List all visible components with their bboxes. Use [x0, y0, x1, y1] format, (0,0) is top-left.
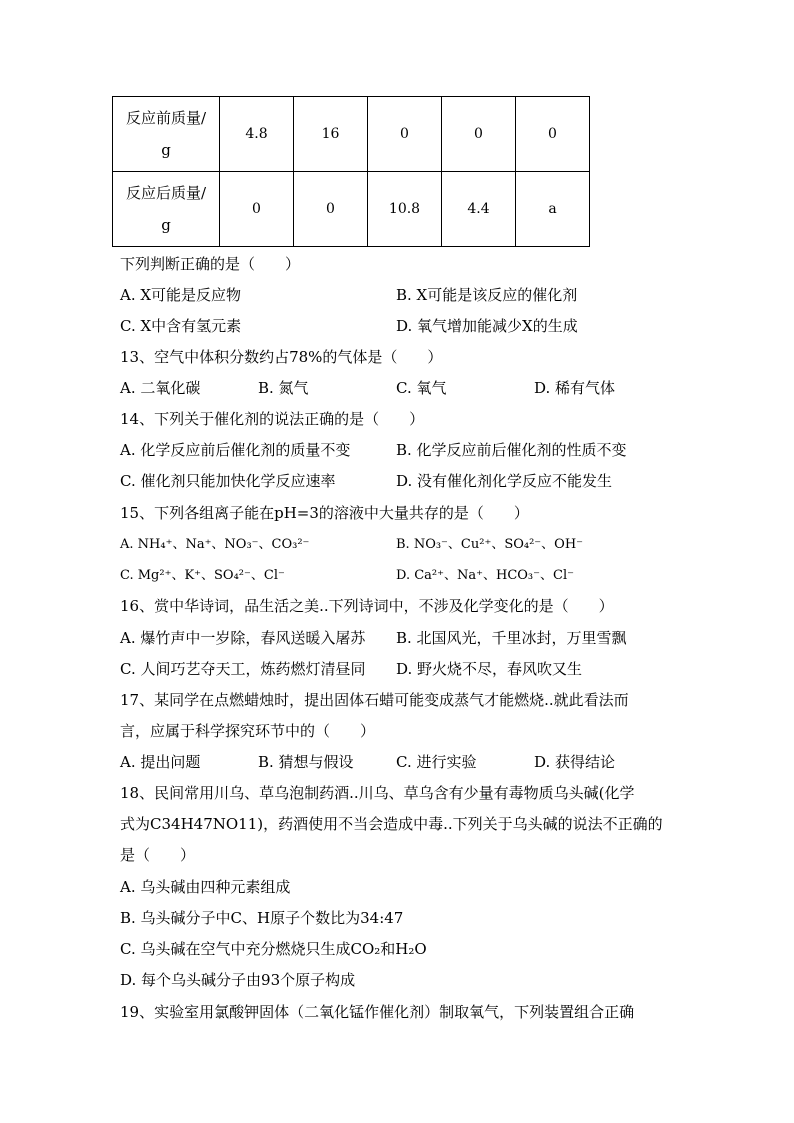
row-label-line1: 反应后质量/ [125, 184, 207, 202]
table-cell: 0 [220, 172, 294, 247]
q15-option-c: C. Mg²⁺、K⁺、SO₄²⁻、Cl⁻ [120, 568, 285, 583]
table-cell: 16 [294, 97, 368, 172]
q12-option-b: B. X可能是该反应的催化剂 [396, 286, 578, 304]
q13-stem: 13、空气中体积分数约占78%的气体是（ ） [120, 348, 443, 366]
q17-option-b: B. 猜想与假设 [258, 753, 354, 771]
q14-stem: 14、下列关于催化剂的说法正确的是（ ） [120, 410, 425, 428]
q17-stem-line1: 17、某同学在点燃蜡烛时，提出固体石蜡可能变成蒸气才能燃烧..就此看法而 [120, 691, 629, 709]
q15-option-d: D. Ca²⁺、Na⁺、HCO₃⁻、Cl⁻ [396, 568, 574, 583]
q18-option-d: D. 每个乌头碱分子由93个原子构成 [120, 971, 356, 989]
q18-option-a: A. 乌头碱由四种元素组成 [120, 878, 291, 896]
q14-option-c: C. 催化剂只能加快化学反应速率 [120, 472, 336, 490]
table-cell: 0 [294, 172, 368, 247]
q16-option-d: D. 野火烧不尽，春风吹又生 [396, 660, 583, 678]
q18-stem-line1: 18、民间常用川乌、草乌泡制药酒..川乌、草乌含有少量有毒物质乌头碱(化学 [120, 784, 635, 802]
table-cell: 4.4 [442, 172, 516, 247]
q18-stem-line2: 式为C34H47NO11)，药酒使用不当会造成中毒..下列关于乌头碱的说法不正确的 [120, 815, 663, 833]
q17-option-c: C. 进行实验 [396, 753, 477, 771]
q12-option-d: D. 氧气增加能减少X的生成 [396, 317, 578, 335]
q17-stem-line2: 言，应属于科学探究环节中的（ ） [120, 722, 376, 740]
row-label-line2: g [161, 141, 171, 159]
table-row [113, 97, 590, 172]
q14-option-b: B. 化学反应前后催化剂的性质不变 [396, 441, 627, 459]
q12-option-c: C. X中含有氢元素 [120, 317, 242, 335]
q16-option-a: A. 爆竹声中一岁除，春风送暖入屠苏 [120, 629, 366, 647]
q18-option-c: C. 乌头碱在空气中充分燃烧只生成CO₂和H₂O [120, 940, 427, 958]
q17-option-a: A. 提出问题 [120, 753, 201, 771]
q18-option-b: B. 乌头碱分子中C、H原子个数比为34:47 [120, 909, 404, 927]
q12-stem: 下列判断正确的是（ ） [120, 255, 301, 273]
q15-option-b: B. NO₃⁻、Cu²⁺、SO₄²⁻、OH⁻ [396, 537, 584, 552]
table-cell: 10.8 [368, 172, 442, 247]
q14-option-a: A. 化学反应前后催化剂的质量不变 [120, 441, 351, 459]
q13-option-a: A. 二氧化碳 [120, 379, 201, 397]
q16-stem: 16、赏中华诗词，品生活之美..下列诗词中，不涉及化学变化的是（ ） [120, 597, 614, 615]
q15-option-a: A. NH₄⁺、Na⁺、NO₃⁻、CO₃²⁻ [120, 537, 310, 552]
q16-option-b: B. 北国风光，千里冰封，万里雪飘 [396, 629, 627, 647]
table-row [113, 172, 590, 247]
table-cell: 0 [368, 97, 442, 172]
table-cell: 0 [442, 97, 516, 172]
q18-stem-line3: 是（ ） [120, 846, 196, 864]
q14-option-d: D. 没有催化剂化学反应不能发生 [396, 472, 613, 490]
q13-option-b: B. 氮气 [258, 379, 309, 397]
table-cell: 4.8 [220, 97, 294, 172]
q15-stem: 15、下列各组离子能在pH=3的溶液中大量共存的是（ ） [120, 504, 529, 522]
q13-option-c: C. 氧气 [396, 379, 447, 397]
q16-option-c: C. 人间巧艺夺天工，炼药燃灯清昼同 [120, 660, 366, 678]
table-cell: a [516, 172, 590, 247]
q12-option-a: A. X可能是反应物 [120, 286, 242, 304]
q13-option-d: D. 稀有气体 [534, 379, 616, 397]
q19-stem-line1: 19、实验室用氯酸钾固体（二氧化锰作催化剂）制取氧气，下列装置组合正确 [120, 1003, 635, 1021]
row-label-line2: g [161, 216, 171, 234]
mass-table [112, 96, 590, 247]
row-label [113, 172, 220, 247]
q17-option-d: D. 获得结论 [534, 753, 616, 771]
row-label-line1: 反应前质量/ [125, 109, 207, 127]
table-cell: 0 [516, 97, 590, 172]
row-label [113, 97, 220, 172]
